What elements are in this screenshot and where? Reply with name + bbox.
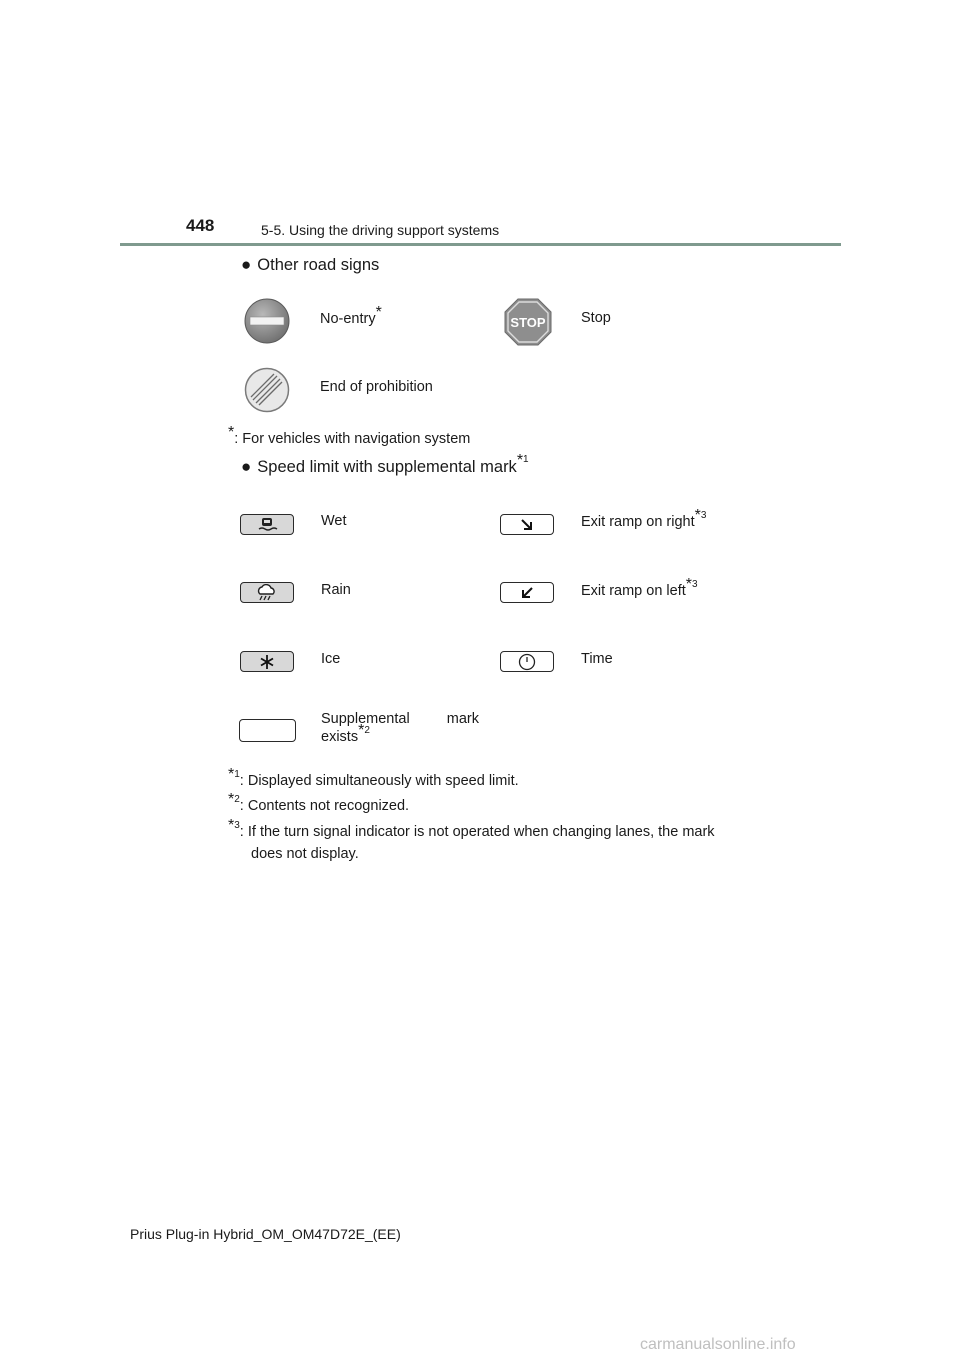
page-number: 448 bbox=[186, 216, 215, 235]
heading-text: Speed limit with supplemental mark bbox=[257, 457, 517, 476]
stop-sign-icon bbox=[504, 298, 552, 346]
other-road-signs-heading bbox=[241, 255, 379, 275]
wet-road-icon bbox=[240, 514, 294, 535]
watermark: carmanualsonline.info bbox=[640, 1336, 796, 1353]
header-rule bbox=[120, 243, 841, 246]
rain-cloud-icon bbox=[240, 582, 294, 603]
arrow-down-right-icon bbox=[500, 514, 554, 535]
sign-label-rain: Rain bbox=[321, 582, 351, 598]
arrow-down-left-icon bbox=[500, 582, 554, 603]
footnote-3: *$^3$: If the turn signal indicator is not operated when changing lanes, the mark bbox=[228, 817, 715, 840]
no-entry-sign-icon bbox=[244, 298, 290, 344]
snowflake-icon bbox=[240, 651, 294, 672]
clock-icon bbox=[500, 651, 554, 672]
section-title: 5-5. Using the driving support systems bbox=[261, 222, 500, 238]
bullet-icon: ● bbox=[241, 457, 252, 476]
footnote-3-continued: does not display. bbox=[251, 846, 359, 862]
sign-label-exit-ramp-right: Exit ramp on right*$^3$ bbox=[581, 507, 707, 530]
sign-label-stop: Stop bbox=[581, 310, 611, 326]
blank-panel-icon bbox=[239, 719, 296, 742]
sign-label-wet: Wet bbox=[321, 513, 347, 529]
stop-sign-text: STOP bbox=[510, 315, 546, 330]
supplemental-mark-heading: ● Speed limit with supplemental mark * 1 bbox=[241, 452, 529, 476]
sign-label-no-entry: No-entry* bbox=[320, 304, 382, 327]
sign-label-exit-ramp-left: Exit ramp on left*$^3$ bbox=[581, 576, 698, 599]
document-id: Prius Plug-in Hybrid_OM_OM47D72E_(EE) bbox=[130, 1226, 401, 1242]
heading-text: Other road signs bbox=[257, 255, 380, 274]
sign-label-end-of-prohibition: End of prohibition bbox=[320, 379, 433, 395]
footnote-1: *$^1$: Displayed simultaneously with speed limit. bbox=[228, 766, 519, 789]
sign-label-time: Time bbox=[581, 651, 613, 667]
end-of-prohibition-sign-icon bbox=[244, 367, 290, 413]
navigation-note: *: For vehicles with navigation system bbox=[228, 424, 471, 447]
sign-label-ice: Ice bbox=[321, 651, 341, 667]
sign-label-supplemental-exists: Supplemental mark exists*$^2$ bbox=[321, 711, 479, 745]
footnote-2: *$^2$: Contents not recognized. bbox=[228, 791, 410, 814]
bullet-icon: ● bbox=[241, 255, 252, 274]
